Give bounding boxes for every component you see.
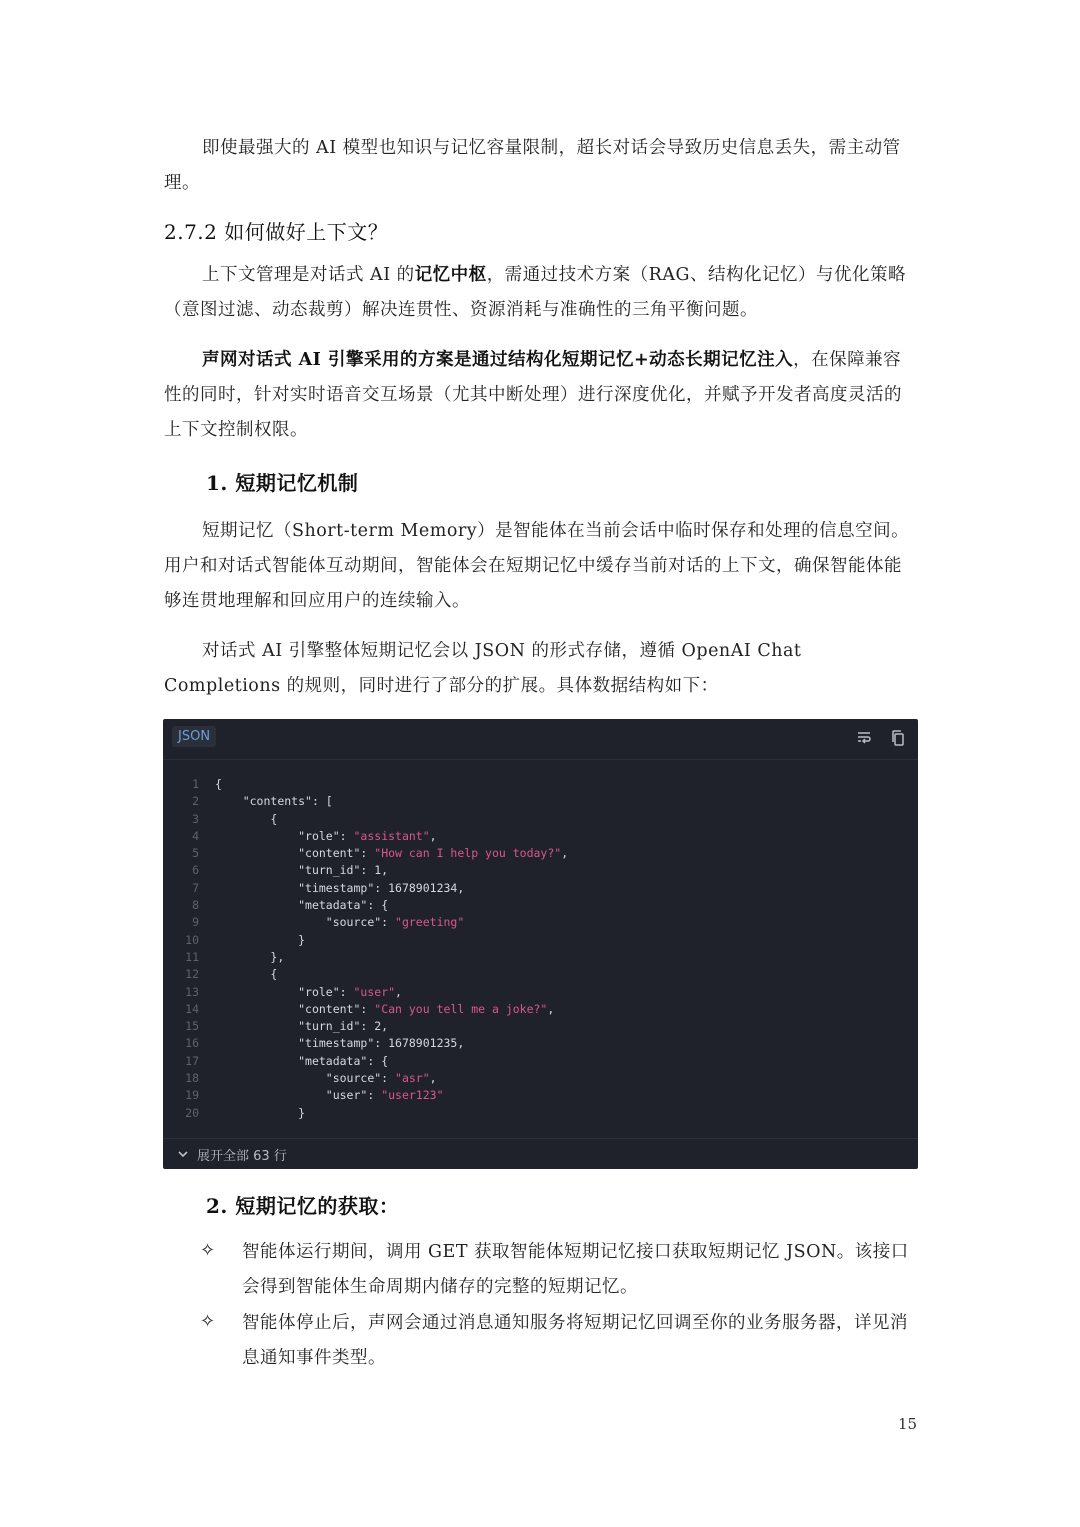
code-text: "metadata": { xyxy=(298,1053,389,1068)
line-number: 6 xyxy=(192,863,199,878)
code-line xyxy=(163,897,918,914)
code-text: "source": "greeting" xyxy=(325,915,465,930)
page-number: 15 xyxy=(898,1415,918,1433)
code-line xyxy=(163,984,918,1001)
line-number: 15 xyxy=(185,1019,199,1034)
code-body xyxy=(163,760,918,1122)
code-text: "content": "How can I help you today?", xyxy=(298,846,569,861)
language-badge: JSON xyxy=(172,726,216,747)
line-number: 13 xyxy=(185,984,199,999)
code-line xyxy=(163,949,918,966)
code-text: "turn_id": 1, xyxy=(298,863,389,878)
bullet-star-icon: ✧ xyxy=(200,1311,216,1332)
line-number: 20 xyxy=(185,1105,199,1120)
context-text-end: ，需通过技术方案（RAG、结构化记忆）与优化策略（意图过滤、动态裁剪）解决连贯性、资源消耗与准确性的三角平衡问题。 xyxy=(164,265,906,320)
line-number: 1 xyxy=(192,777,199,791)
code-text: }, xyxy=(270,949,285,964)
line-number: 5 xyxy=(192,846,199,861)
code-line xyxy=(163,966,918,983)
bullet-item: 智能体运行期间，调用 GET 获取智能体短期记忆接口获取短期记忆 JSON。该接口会得到智能体生命周期内储存的完整的短期记忆。 xyxy=(242,1242,909,1297)
line-number: 4 xyxy=(192,828,199,843)
code-text: "user": "user123" xyxy=(325,1088,444,1103)
code-text: { xyxy=(270,967,278,982)
code-text: "timestamp": 1678901234, xyxy=(298,880,465,895)
wrap-lines-icon[interactable] xyxy=(856,729,872,747)
line-number: 3 xyxy=(192,811,199,826)
line-number: 10 xyxy=(185,932,199,947)
code-text: { xyxy=(270,811,278,826)
copy-icon[interactable] xyxy=(890,729,906,747)
line-number: 14 xyxy=(185,1001,199,1016)
code-text: { xyxy=(215,777,222,791)
line-number: 18 xyxy=(185,1071,199,1086)
solution-text: ，在保障兼容性的同时，针对实时语音交互场景（尤其中断处理）进行深度优化，并赋予开发者高度灵活的上下文控制权限。 xyxy=(164,350,902,440)
code-line xyxy=(163,1087,918,1104)
line-number: 17 xyxy=(185,1053,199,1068)
section-heading: 2.7.2 如何做好上下文？ xyxy=(164,220,389,244)
chevron-down-icon xyxy=(177,1149,189,1159)
intro-paragraph: 即使最强大的 AI 模型也知识与记忆容量限制，超长对话会导致历史信息丢失，需主动管理。 xyxy=(164,138,901,193)
bullet-item: 智能体停止后，声网会通过消息通知服务将短期记忆回调至你的业务服务器，详见消息通知事件类型。 xyxy=(242,1313,908,1368)
solution-bold-text: 声网对话式 AI 引擎采用的方案是通过结构化短期记忆+动态长期记忆注入 xyxy=(202,350,794,370)
line-number: 16 xyxy=(185,1036,199,1051)
code-text: "source": "asr", xyxy=(325,1071,437,1086)
code-line xyxy=(163,811,918,828)
code-text: } xyxy=(298,932,306,947)
expand-all-label: 展开全部 63 行 xyxy=(197,1148,287,1164)
bullet-star-icon: ✧ xyxy=(200,1240,216,1261)
context-paragraph xyxy=(164,258,918,328)
subheading-short-term-retrieval: 2. 短期记忆的获取： xyxy=(206,1194,400,1218)
code-line xyxy=(163,1053,918,1070)
code-text: "role": "assistant", xyxy=(298,828,437,843)
line-number: 12 xyxy=(185,967,199,982)
code-line xyxy=(163,1070,918,1087)
code-block xyxy=(163,719,918,1169)
short-term-paragraph: 短期记忆（Short-term Memory）是智能体在当前会话中临时保存和处理的信息空间。用户和对话式智能体互动期间，智能体会在短期记忆中缓存当前对话的上下文，确保智能体能够连贯地理解和回应用户的连续输入。 xyxy=(164,521,910,611)
code-text: "role": "user", xyxy=(298,984,402,999)
line-number: 11 xyxy=(185,949,199,964)
code-text: "turn_id": 2, xyxy=(298,1019,389,1034)
line-number: 8 xyxy=(192,898,199,913)
expand-all-button[interactable] xyxy=(163,1138,918,1169)
code-line xyxy=(163,845,918,862)
line-number: 2 xyxy=(192,794,199,809)
context-text-start: 上下文管理是对话式 AI 的 xyxy=(202,265,415,285)
code-line xyxy=(163,828,918,845)
code-line xyxy=(163,1035,918,1052)
code-line xyxy=(163,793,918,810)
code-line xyxy=(163,776,918,793)
json-intro-paragraph: 对话式 AI 引擎整体短期记忆会以 JSON 的形式存储，遵循 OpenAI Chat Completions 的规则，同时进行了部分的扩展。具体数据结构如下： xyxy=(164,641,802,696)
line-number: 9 xyxy=(192,915,199,930)
code-text: "metadata": { xyxy=(298,898,389,913)
code-line xyxy=(163,862,918,879)
code-line xyxy=(163,914,918,931)
code-header xyxy=(163,719,918,760)
code-text: "contents": [ xyxy=(242,794,333,809)
solution-paragraph xyxy=(164,343,918,448)
code-text: "content": "Can you tell me a joke?", xyxy=(298,1001,555,1016)
code-text: } xyxy=(298,1105,306,1120)
context-bold-term: 记忆中枢 xyxy=(414,265,487,285)
code-line xyxy=(163,932,918,949)
subheading-short-term-mechanism: 1. 短期记忆机制 xyxy=(206,471,359,495)
code-line xyxy=(163,880,918,897)
line-number: 7 xyxy=(192,880,199,895)
code-text: "timestamp": 1678901235, xyxy=(298,1036,465,1051)
code-line xyxy=(163,1105,918,1122)
code-line xyxy=(163,1018,918,1035)
code-line xyxy=(163,1001,918,1018)
line-number: 19 xyxy=(185,1088,199,1103)
